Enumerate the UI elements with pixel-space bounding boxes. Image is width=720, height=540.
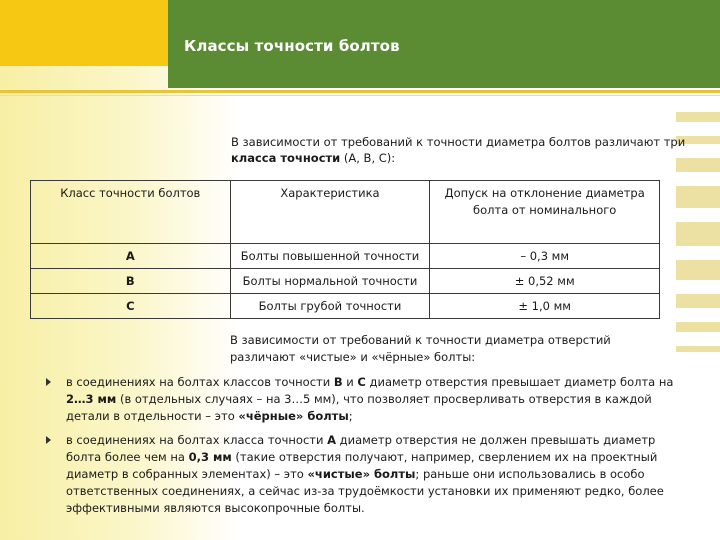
bullet-text: диаметр отверстия превышает диаметр болта на bbox=[365, 375, 674, 389]
bullet-bold: А bbox=[327, 433, 336, 447]
triangle-bullet-icon bbox=[46, 378, 51, 386]
decor-stripe bbox=[676, 294, 720, 308]
cell-class: В bbox=[31, 269, 231, 294]
bullet-bold: В bbox=[333, 375, 343, 389]
decor-stripe bbox=[676, 222, 720, 246]
decor-stripe bbox=[676, 260, 720, 280]
header-divider-thin bbox=[0, 95, 720, 96]
intro-paragraph bbox=[231, 134, 691, 166]
bullet-bold: 0,3 мм bbox=[188, 450, 232, 464]
cell-tolerance: – 0,3 мм bbox=[430, 244, 660, 269]
bullet-text: и bbox=[342, 375, 358, 389]
bullet-bold: «чёрные» болты bbox=[238, 409, 349, 423]
cell-class: С bbox=[31, 294, 231, 319]
table-row bbox=[31, 244, 660, 269]
list-item bbox=[44, 432, 674, 517]
bullet-text: (такие отверстия получают, например, сверлением их на проектный диаметр в собранных элементах) – это bbox=[66, 450, 658, 481]
bullet-bold: С bbox=[357, 375, 366, 389]
table-row bbox=[31, 294, 660, 319]
header-divider bbox=[0, 90, 720, 93]
table-header-row bbox=[31, 181, 660, 244]
corner-yellow-block bbox=[0, 0, 168, 66]
bullet-text: ; bbox=[348, 409, 353, 423]
cell-class: А bbox=[31, 244, 231, 269]
table-row bbox=[31, 269, 660, 294]
cell-tolerance: ± 1,0 мм bbox=[430, 294, 660, 319]
intro-text-1: В зависимости от требований к точности диаметра болтов различают три bbox=[231, 135, 686, 149]
bullet-text: в соединениях на болтах классов точности bbox=[66, 375, 334, 389]
cell-characteristic: Болты повышенной точности bbox=[230, 244, 430, 269]
triangle-bullet-icon bbox=[46, 436, 51, 444]
decor-stripe bbox=[676, 322, 720, 332]
bullet-text: в соединениях на болтах класса точности bbox=[66, 433, 328, 447]
bolt-classes-table bbox=[30, 180, 660, 319]
decor-stripe bbox=[676, 186, 720, 208]
bullet-bold: «чистые» болты bbox=[307, 467, 416, 481]
bullet-list bbox=[44, 374, 674, 524]
intro-bold: класса точности bbox=[231, 151, 341, 165]
cell-characteristic: Болты грубой точности bbox=[230, 294, 430, 319]
decor-stripe bbox=[676, 346, 720, 352]
page-title: Классы точности болтов bbox=[184, 37, 400, 55]
bullet-text: (в отдельных случаях – на 3…5 мм), что позволяет просверливать отверстия в каждой детали в отдельности – это bbox=[66, 392, 652, 423]
bullet-bold: 2…3 мм bbox=[66, 392, 117, 406]
list-item bbox=[44, 374, 674, 425]
holes-intro: В зависимости от требований к точности диаметра отверстий различают «чистые» и «чёрные» болты: bbox=[230, 333, 611, 364]
decor-stripe bbox=[676, 112, 720, 122]
bullet-text: ; раньше они использовались в особо ответственных соединениях, а сейчас из-за трудоёмкости установки их применяют редко, более эффективными являются высокопрочные болты. bbox=[66, 467, 664, 515]
intro-text-2: (А, В, С): bbox=[340, 151, 396, 165]
header-characteristic: Характеристика bbox=[230, 181, 430, 244]
header-class: Класс точности болтов bbox=[31, 181, 231, 244]
cell-tolerance: ± 0,52 мм bbox=[430, 269, 660, 294]
bullet-text: диаметр отверстия не должен превышать диаметр болта более чем на bbox=[66, 433, 656, 464]
header-tolerance: Допуск на отклонение диаметра болта от номинального bbox=[430, 181, 660, 244]
cell-characteristic: Болты нормальной точности bbox=[230, 269, 430, 294]
